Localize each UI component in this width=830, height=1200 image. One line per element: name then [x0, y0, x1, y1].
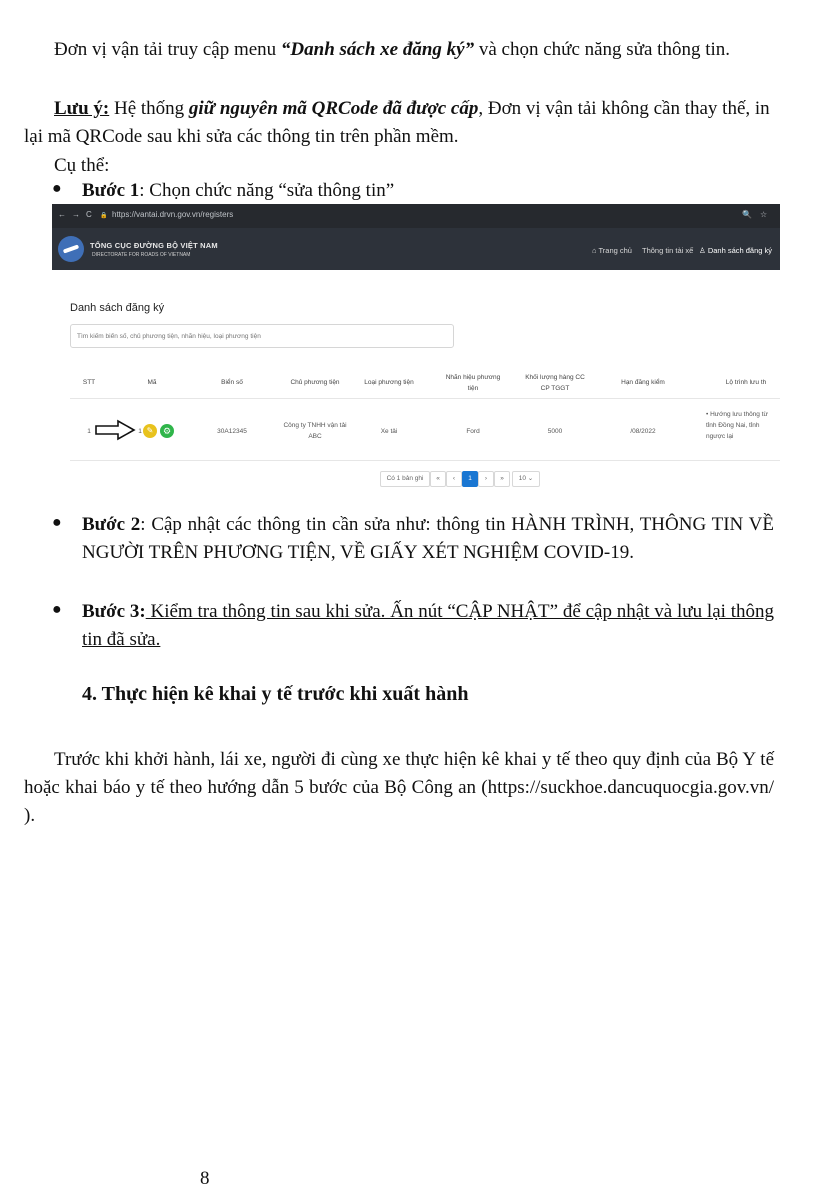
- org-subtitle: DIRECTORATE FOR ROADS OF VIETNAM: [92, 252, 191, 258]
- col-inspection: Hạn đăng kiểm: [621, 379, 665, 386]
- step2-label: Bước 2: [82, 514, 141, 535]
- section-heading: 4. Thực hiện kê khai y tế trước khi xuất hành: [82, 683, 469, 705]
- search-box[interactable]: [70, 324, 454, 348]
- note-text-end: , Đơn vị vận tải không cần thay thế, in lại mã QRCode sau khi sửa các thông tin trên phần mềm.: [24, 98, 770, 147]
- note-emphasis: giữ nguyên mã QRCode đã được cấp: [188, 98, 479, 119]
- row-divider: [70, 460, 780, 461]
- step3: [82, 598, 774, 654]
- cell-plate: 30A12345: [217, 428, 247, 435]
- last-page-button[interactable]: »: [494, 471, 510, 487]
- col-plate: Biển số: [221, 379, 243, 386]
- intro-text: Đơn vị vận tải truy cập menu: [54, 39, 281, 60]
- col-owner: Chủ phương tiện: [290, 379, 340, 386]
- bullet-icon: ●: [52, 514, 62, 531]
- nav-registration-label: Danh sách đăng ký: [707, 246, 773, 255]
- bullet-icon: ●: [52, 180, 62, 197]
- logo-icon: [58, 236, 84, 262]
- cell-inspection: /08/2022: [630, 428, 656, 435]
- zoom-icon[interactable]: 🔍: [742, 210, 752, 219]
- app-header: [52, 228, 780, 270]
- url-text[interactable]: https://vantai.drvn.gov.vn/registers: [112, 210, 234, 219]
- step3-text: Kiểm tra thông tin sau khi sửa. Ấn nút “CẬP NHẬT” để cập nhật và lưu lại thông tin đã sửa.: [82, 601, 774, 650]
- nav-home[interactable]: ⌂ Trang chủ: [592, 246, 632, 255]
- edit-icon[interactable]: ✎: [143, 424, 157, 438]
- cell-route: • Hướng lưu thông từ tỉnh Đồng Nai, tỉnh ngược lại: [706, 411, 768, 440]
- cell-stt: 1: [87, 428, 91, 435]
- note-text: Hệ thống: [109, 98, 189, 119]
- arrow-pointer-icon: [94, 418, 138, 442]
- nav-registration-list[interactable]: ♙ Danh sách đăng ký: [699, 246, 773, 255]
- cell-weight: 5000: [547, 428, 563, 435]
- col-brand: Nhãn hiệu phương tiện: [445, 374, 501, 392]
- intro-paragraph: [24, 36, 774, 64]
- lock-icon: 🔒: [100, 213, 108, 219]
- step3-label: Bước 3:: [82, 601, 146, 622]
- next-page-button[interactable]: ›: [478, 471, 494, 487]
- col-type: Loại phương tiện: [364, 379, 414, 386]
- col-weight: Khối lượng hàng CC CP TGGT: [525, 374, 585, 392]
- first-page-button[interactable]: «: [430, 471, 446, 487]
- cell-type: Xe tải: [380, 428, 398, 435]
- col-stt: STT: [82, 379, 96, 386]
- page-1-button[interactable]: 1: [462, 471, 478, 487]
- col-route: Lộ trình lưu th: [725, 379, 767, 386]
- specific-label: Cụ thể:: [54, 155, 110, 176]
- step1: [82, 177, 774, 205]
- cell-ma: 1: [138, 428, 142, 435]
- back-icon[interactable]: ←: [58, 210, 66, 219]
- menu-name: “Danh sách xe đăng ký”: [280, 39, 475, 60]
- cell-brand: Ford: [466, 428, 480, 435]
- forward-icon[interactable]: →: [72, 210, 80, 219]
- prev-page-button[interactable]: ‹: [446, 471, 462, 487]
- star-icon[interactable]: ☆: [760, 210, 768, 219]
- page-number: 8: [200, 1168, 210, 1189]
- record-count: Có 1 bản ghi: [380, 471, 430, 487]
- page-title: Danh sách đăng ký: [70, 302, 165, 314]
- search-input[interactable]: [77, 333, 447, 340]
- embedded-screenshot: [52, 204, 780, 496]
- nav-home-label: Trang chủ: [598, 246, 632, 255]
- step2: [82, 511, 774, 567]
- browser-bar: [52, 204, 780, 228]
- step1-label: Bước 1: [82, 180, 140, 201]
- org-name: TỔNG CỤC ĐƯỜNG BỘ VIỆT NAM: [90, 241, 218, 250]
- step1-text: : Chọn chức năng “sửa thông tin”: [139, 180, 395, 201]
- section4-paragraph: Trước khi khởi hành, lái xe, người đi cùng xe thực hiện kê khai y tế theo quy định của Bộ Y tế hoặc khai báo y tế theo hướng dẫn 5 bước của Bộ Công an (https://suckhoe.dancuquocgia.gov.vn/ ).: [24, 749, 774, 826]
- note-paragraph: [24, 95, 774, 151]
- intro-text-end: và chọn chức năng sửa thông tin.: [474, 39, 731, 60]
- header-divider: [70, 398, 780, 399]
- bullet-icon: ●: [52, 601, 62, 618]
- step2-text: : Cập nhật các thông tin cần sửa như: thông tin HÀNH TRÌNH, THÔNG TIN VỀ NGƯỜI TRÊN PHƯƠNG TIỆN, VỀ GIẤY XÉT NGHIỆM COVID-19.: [82, 514, 774, 563]
- col-ma: Mã: [147, 379, 157, 386]
- page-size-select[interactable]: 10 ⌄: [512, 471, 540, 487]
- cell-owner: Công ty TNHH vận tải ABC: [283, 422, 347, 440]
- nav-driver-info[interactable]: Thông tin tài xế: [642, 246, 694, 255]
- note-label: Lưu ý:: [54, 98, 110, 119]
- settings-icon[interactable]: ⚙: [160, 424, 174, 438]
- reload-icon[interactable]: C: [86, 210, 92, 219]
